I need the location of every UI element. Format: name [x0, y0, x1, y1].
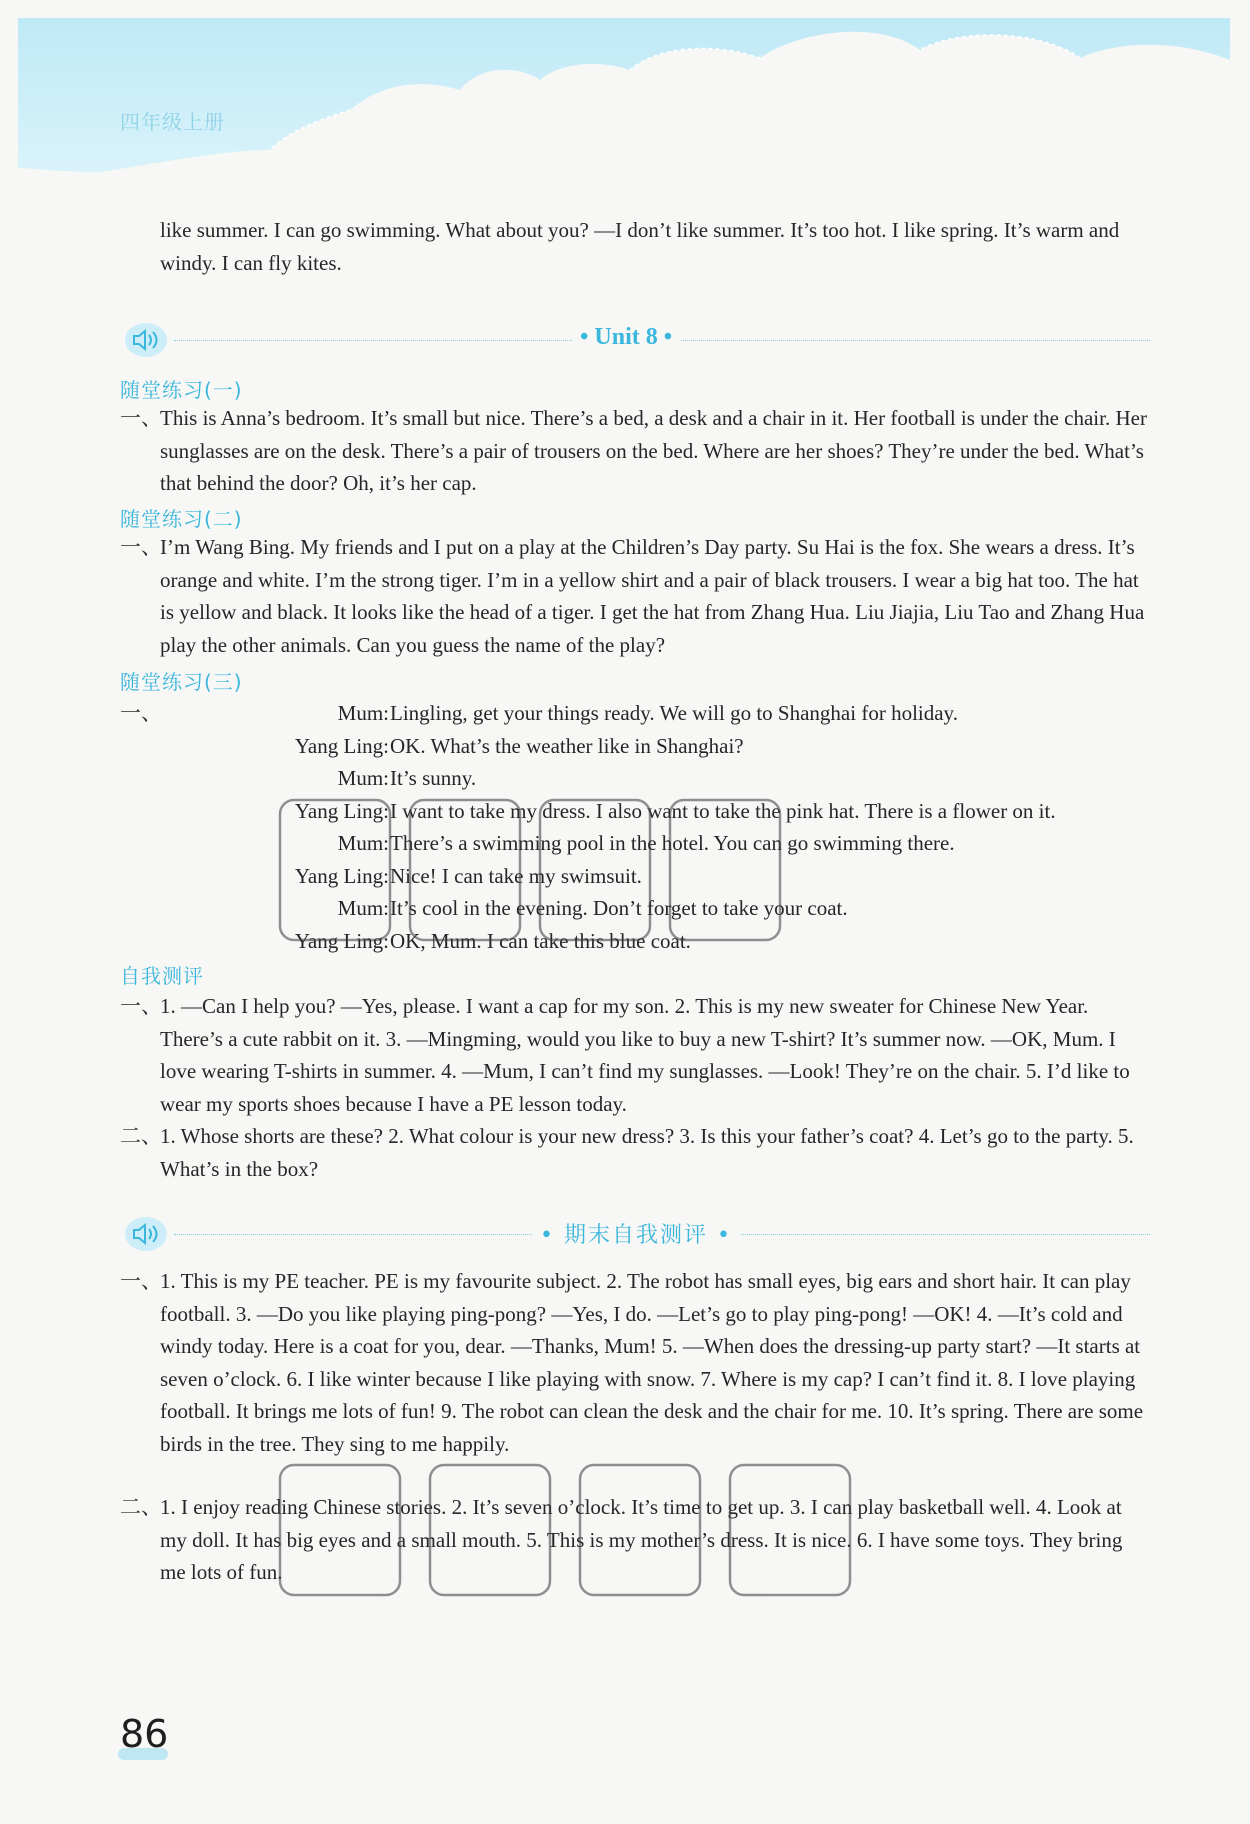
item-number: 一、	[120, 994, 162, 1018]
list-item	[120, 1265, 1150, 1460]
item-text: 1. I enjoy reading Chinese stories. 2. It’s seven o’clock. It’s time to get up. 3. I can play basketball well. 4. Look at my doll. It has big eyes and a small mouth. 5. This is my mother’s dress. It is nice. 6. I have some toys. They bring me lots of fun.	[160, 1495, 1123, 1584]
header-decoration	[0, 0, 1250, 200]
section-heading: 随堂练习(二)	[120, 507, 243, 531]
final-review-header	[122, 1212, 1150, 1258]
dialogue-text: OK, Mum. I can take this blue coat.	[390, 928, 691, 953]
speaker-name: Mum:	[337, 766, 389, 790]
dialogue-line	[120, 827, 1150, 860]
speaker-name: Yang Ling:	[294, 733, 389, 758]
dialogue-line	[120, 795, 1150, 828]
unit-8-header	[122, 318, 1150, 364]
item-number: 一、	[120, 535, 162, 559]
section-heading: 自我测评	[120, 964, 204, 988]
item-text: 1. This is my PE teacher. PE is my favourite subject. 2. The robot has small eyes, big ears and short hair. It can play football. 3. —Do you like playing ping-pong? —Yes, I do. —Let’s go to play ping-pong! —OK! 4. —It’s cold and windy today. Here is a coat for you, dear. —Thanks, Mum! 5. —When does the dressing-up party start? —It starts at seven o’clock. 6. I like winter because I like playing with snow. 7. Where is my cap? I can’t find it. 8. I love playing football. It brings me lots of fun! 9. The robot can clean the desk and the chair for me. 10. It’s spring. There are some birds in the tree. They sing to me happily.	[160, 1269, 1144, 1456]
dialogue-line	[120, 860, 1150, 893]
final-review-title: • 期末自我测评 •	[532, 1218, 740, 1249]
item-number: 一、	[120, 1269, 162, 1293]
item-number: 二、	[120, 1495, 162, 1519]
dialogue-line	[120, 730, 1150, 763]
item-number: 一、	[120, 406, 162, 430]
dialogue	[120, 697, 1150, 957]
list-item	[120, 1120, 1150, 1185]
list-item	[120, 531, 1150, 661]
dialogue-line	[120, 892, 1150, 925]
dialogue-text: Lingling, get your things ready. We will go to Shanghai for holiday.	[390, 701, 958, 725]
item-number: 一、	[120, 701, 162, 725]
item-text: 1. —Can I help you? —Yes, please. I want a cap for my son. 2. This is my new sweater for Chinese New Year. There’s a cute rabbit on it. 3. —Mingming, would you like to buy a new T-shirt? It’s summer now. —OK, Mum. I love wearing T-shirts in summer. 4. —Mum, I can’t find my sunglasses. —Look! They’re on the chair. 5. I’d like to wear my sports shoes because I have a PE lesson today.	[160, 994, 1130, 1116]
page-number: 86	[120, 1712, 169, 1756]
item-number: 二、	[120, 1124, 162, 1148]
list-item	[120, 990, 1150, 1120]
dialogue-line	[120, 925, 1150, 958]
speaker-name: Mum:	[337, 701, 389, 725]
intro-paragraph: like summer. I can go swimming. What about you? —I don’t like summer. It’s too hot. I like spring. It’s warm and windy. I can fly kites.	[160, 218, 1120, 275]
speaker-name: Yang Ling:	[294, 863, 389, 888]
dialogue-line	[120, 697, 1150, 730]
dialogue-text: It’s sunny.	[390, 766, 477, 790]
item-text: This is Anna’s bedroom. It’s small but nice. There’s a bed, a desk and a chair in it. Her football is under the chair. Her sunglasses are on the desk. There’s a pair of trousers on the bed. Where are her shoes? They’re under the bed. What’s that behind the door? Oh, it’s her cap.	[160, 406, 1147, 495]
speaker-name: Mum:	[337, 896, 389, 920]
section-heading: 随堂练习(一)	[120, 378, 243, 402]
dialogue-text: Nice! I can take my swimsuit.	[390, 863, 642, 888]
list-item	[120, 1491, 1150, 1589]
speaker-name: Yang Ling:	[294, 928, 389, 953]
item-text: I’m Wang Bing. My friends and I put on a play at the Children’s Day party. Su Hai is the fox. She wears a dress. It’s orange and white. I’m the strong tiger. I’m in a yellow shirt and a pair of black trousers. I wear a big hat too. The hat is yellow and black. It looks like the head of a tiger. I get the hat from Zhang Hua. Liu Jiajia, Liu Tao and Zhang Hua play the other animals. Can you guess the name of the play?	[160, 535, 1145, 657]
grade-label: 四年级上册	[120, 110, 225, 134]
dialogue-text: OK. What’s the weather like in Shanghai?	[390, 733, 744, 758]
dialogue-line	[120, 762, 1150, 795]
list-item	[120, 402, 1150, 500]
section-heading: 随堂练习(三)	[120, 670, 243, 694]
speaker-name: Yang Ling:	[294, 798, 389, 823]
speaker-name: Mum:	[337, 831, 389, 855]
speaker-icon	[122, 1214, 168, 1254]
dialogue-text: I want to take my dress. I also want to take the pink hat. There is a flower on it.	[390, 798, 1056, 823]
speaker-icon	[122, 320, 168, 360]
unit-title: • Unit 8 •	[572, 324, 680, 351]
dialogue-text: There’s a swimming pool in the hotel. You can go swimming there.	[390, 831, 955, 855]
dialogue-text: It’s cool in the evening. Don’t forget to take your coat.	[390, 896, 848, 920]
item-text: 1. Whose shorts are these? 2. What colour is your new dress? 3. Is this your father’s coat? 4. Let’s go to the party. 5. What’s in the box?	[160, 1124, 1134, 1181]
